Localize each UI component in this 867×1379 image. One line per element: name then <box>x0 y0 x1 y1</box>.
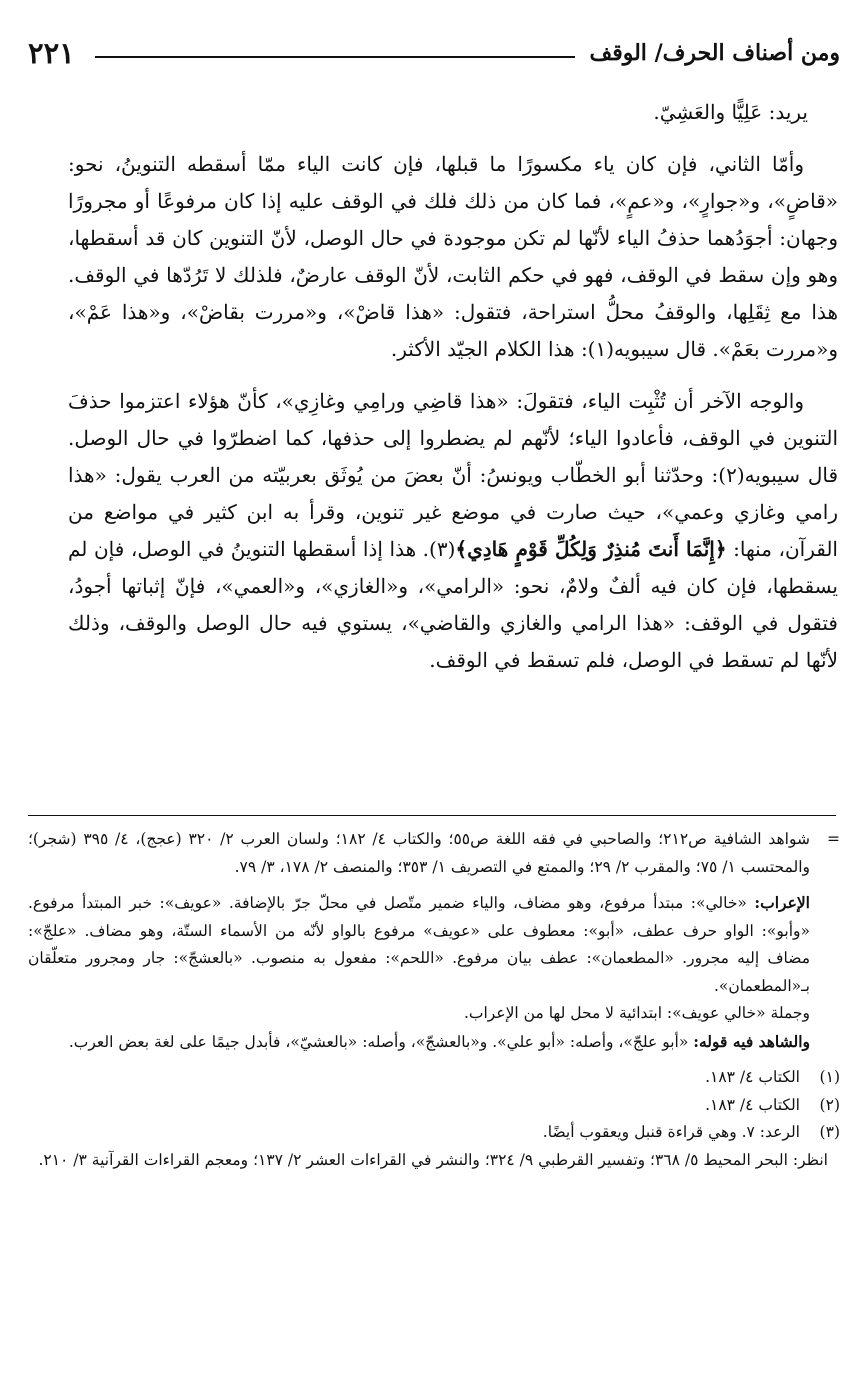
shahid-lead: والشاهد فيه قوله: <box>693 1031 810 1051</box>
footnote-text: الكتاب ٤/ ١٨٣. <box>705 1068 800 1086</box>
spacer <box>810 889 840 1056</box>
footnote-2 <box>28 1092 840 1120</box>
sources-text: شواهد الشافية ص٢١٢؛ والصاحبي في فقه اللغة ص٥٥؛ والكتاب ٤/ ١٨٢؛ ولسان العرب ٢/ ٣٢٠ (عجج)، ٤/ ٣٩٥ (شجر)؛ والمحتسب ١/ ٧٥؛ والمقرب ٢/ ٢٩؛ والممتع في التصريف ١/ ٣٥٣؛ والمنصف ٢/ ١٧٨، ٣/ ٧٩. <box>28 830 810 876</box>
page-header <box>28 30 840 76</box>
footnote-number: (٢) <box>819 1095 840 1114</box>
jumla-text: وجملة «خالي عويف»: ابتدائية لا محل لها من الإعراب. <box>463 1004 810 1022</box>
footnote-text: الرعد: ٧. وهي قراءة قنبل ويعقوب أيضًا. <box>542 1123 800 1141</box>
paragraph-text: (٣). هذا إذا أسقطها التنوينُ في الوصل، فإن لم يسقطها، فإن كان فيه ألفٌ ولامٌ، نحو: «الرامي»، و«الغازي»، و«العمي»، فإنّ إثباتها أجودُ، فتقول في الوقف: «هذا الرامي والغازي والقاضي»، يستوي فيه حال الوصل والوقف، وذلك لأنّها لم تسقط في الوصل، فلم تسقط في الوقف. <box>68 537 838 672</box>
footnote-number: (١) <box>819 1068 840 1086</box>
continuation-marker: = <box>827 830 840 848</box>
irab-body: «خالي»: مبتدأ مرفوع، وهو مضاف، والياء ضمير متّصل في محلّ جرّ بالإضافة. «عويف»: خبر المبتدأ مرفوع. «وأبو»: الواو حرف عطف، «أبو»: معطوف على «عويف» مرفوع بالواو لأنّه من الأسماء الستّة، وهو مضاف. «علجّ»: مضاف إليه مجرور. «المطعمان»: عطف بيان مرفوع. «اللحم»: مفعول به منصوب. «بالعشجّ»: جار ومجرور متعلّقان بـ«المطعمان». <box>28 894 810 995</box>
footnotes <box>28 826 840 1174</box>
footnote-body <box>28 826 810 881</box>
footnote-3-references: انظر: البحر المحيط ٥/ ٣٦٨؛ وتفسير القرطبي ٩/ ٣٢٤؛ والنشر في القراءات العشر ٢/ ١٣٧؛ ومعجم القراءات القرآنية ٣/ ٢١٠. <box>38 1150 828 1169</box>
header-rule <box>95 56 576 58</box>
analysis-body <box>28 889 810 1056</box>
main-text <box>68 94 838 694</box>
paragraph: وأمّا الثاني، فإن كان ياء مكسورًا ما قبلها، فإن كانت الياء ممّا أسقطه التنوينُ، نحو: «قاضٍ»، و«جوارٍ»، و«عمٍ»، فما كان من ذلك فلك في الوقف عليه إذا كان مرفوعًا أو مجرورًا وجهان: أجوَدُهما حذفُ الياء لأنّها لم تكن موجودة في حال الوصل، لأنّ التنوين كان قد أسقطها، وهو وإن سقط في الوقف، فهو في حكم الثابت، لأنّ الوقف عارضٌ، فلذلك لا تَرُدّها في الوقف. هذا مع ثِقَلِها، والوقفُ محلُّ استراحة، فتقول: «هذا قاضْ»، و«مررت بقاضْ»، و«هذا عَمْ»، و«مررت بعَمْ». قال سيبويه(١): هذا الكلام الجيّد الأكثر. <box>68 152 838 361</box>
quran-verse: ﴿إِنَّمَا أَنتَ مُنذِرٌ وَلِكُلِّ قَوْمٍ هَادِي﴾ <box>455 537 727 561</box>
shahid-text <box>28 1028 810 1057</box>
footnote-3 <box>28 1119 840 1147</box>
footnote-continuation <box>28 826 840 881</box>
irab-text <box>28 889 810 1000</box>
page-number: ٢٢١ <box>28 36 75 70</box>
footnote-text: الكتاب ٤/ ١٨٣. <box>705 1095 800 1114</box>
irab-lead: الإعراب: <box>754 893 810 912</box>
paragraph <box>68 383 838 679</box>
paragraph-text: والوجه الآخر أن تُثْبِت الياء، فتقولَ: «هذا قاضِي ورامِي وغازِي»، كأنّ هؤلاء اعتزموا حذفَ التنوين في الوقف، فأعادوا الياء؛ لأنّهم لم يضطروا إلى حذفها، كما اضطرّوا في حال الوصل. قال سيبويه(٢): وحدّثنا أبو الخطّاب ويونسُ: أنّ بعضَ من يُوثَق بعربيّته من العرب يقول: «هذا رامي وغازي وعمي»، حيث صارت في موضع غير تنوين، وقرأ به ابن كثير في مواضع من القرآن، منها: <box>68 389 838 561</box>
footnote-analysis <box>28 889 840 1056</box>
running-title: ومن أصناف الحرف/ الوقف <box>589 40 840 66</box>
shahid-body: «أبو علجّ»، وأصله: «أبو علي». و«بالعشجّ»، وأصله: «بالعشيّ»، فأبدل جيمًا على لغة بعض العرب. <box>68 1032 689 1051</box>
footnote-1 <box>28 1064 840 1092</box>
footnote-separator <box>28 815 836 816</box>
paragraph: يريد: عَلِيًّا والعَشِيّ. <box>653 100 808 124</box>
footnote-number: (٣) <box>819 1123 840 1141</box>
